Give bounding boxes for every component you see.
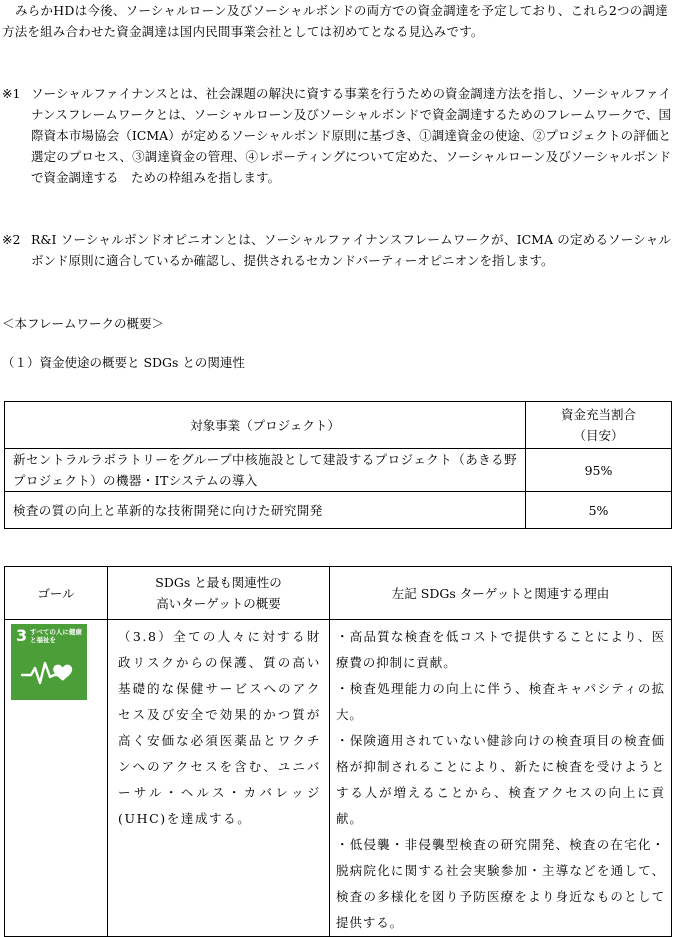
project-ratio: 95%	[526, 449, 672, 492]
list-item: ・高品質な検査を低コストで提供することにより、医療費の抑制に貢献。	[336, 629, 665, 670]
table-header-row	[5, 567, 672, 620]
header-target-line2: 高いターゲットの概要	[156, 596, 281, 611]
footnote-2-text: R&I ソーシャルボンドオピニオンとは、ソーシャルファイナンスフレームワークが、ICMA の定めるソーシャルボンド原則に適合しているか確認し、提供されるセカンドパーティーオピニオンを指します。	[31, 232, 671, 268]
reason-list	[330, 620, 672, 937]
header-ratio-line1: 資金充当割合	[560, 407, 636, 422]
table-header-row	[5, 402, 672, 449]
header-target-line1: SDGs と最も関連性の	[155, 575, 282, 590]
table-row	[5, 620, 672, 937]
project-ratio: 5%	[526, 492, 672, 529]
footnote-1-mark: ※1	[2, 86, 21, 101]
footnote-2-mark: ※2	[2, 232, 21, 247]
table-row	[5, 492, 672, 529]
sdg-goal-number: 3	[16, 626, 28, 645]
sdg-goal-label: すべての人に健康と福祉を	[30, 628, 82, 644]
list-item: ・検査処理能力の向上に伴う、検査キャパシティの拡大。	[336, 681, 665, 722]
list-item: ・低侵襲・非侵襲型検査の研究開発、検査の在宅化・脱病院化に関する社会実験参加・主導などを通して、検査の多様化を図り予防医療をより身近なものとして提供する。	[336, 837, 665, 930]
footnote-2	[2, 229, 671, 271]
table-row	[5, 449, 672, 492]
section-heading: ＜本フレームワークの概要＞	[2, 316, 165, 331]
footnote-1	[2, 83, 671, 188]
subsection-heading: （１）資金使途の概要と SDGs との関連性	[2, 355, 245, 370]
footnote-1-text: ソーシャルファイナンスとは、社会課題の解決に資する事業を行うための資金調達方法を指し、ソーシャルファイナンスフレームワークとは、ソーシャルローン及びソーシャルボンドで資金調達するためのフレームワークで、国際資本市場協会（ICMA）が定めるソーシャルボンド原則に基づき、①調達資金の使途、②プロジェクトの評価と選定のプロセス、③調達資金の管理、④レポーティングについて定めた、ソーシャルローン及びソーシャルボンドで資金調達する ための枠組みを指します。	[31, 86, 671, 185]
target-summary: （3.8）全ての人々に対する財政リスクからの保護、質の高い基礎的な保健サービスへのアクセス及び安全で効果的かつ質が高く安価な必須医薬品とワクチンへのアクセスを含む、ユニバーサル・ヘルス・カバレッジ(UHC)を達成する。	[108, 620, 330, 937]
header-goal: ゴール	[5, 567, 108, 620]
sdg-goal-3-logo	[11, 624, 87, 700]
project-name: 検査の質の向上と革新的な技術開発に向けた研究開発	[5, 492, 526, 529]
header-project: 対象事業（プロジェクト）	[5, 402, 526, 449]
header-ratio	[526, 402, 672, 449]
header-reason: 左記 SDGs ターゲットと関連する理由	[330, 567, 672, 620]
header-ratio-line2: （目安）	[573, 428, 624, 443]
project-name: 新セントラルラボラトリーをグループ中核施設として建設するプロジェクト（あきる野プロジェクト）の機器・ITシステムの導入	[5, 449, 526, 492]
intro-paragraph: みらかHDは今後、ソーシャルローン及びソーシャルボンドの両方での資金調達を予定しており、これら2つの調達方法を組み合わせた資金調達は国内民間事業会社としては初めてとなる見込みです。	[2, 3, 668, 39]
project-allocation-table	[4, 401, 672, 529]
list-item: ・保険適用されていない健診向けの検査項目の検査価格が抑制されることにより、新たに検査を受けようとする人が増えることから、検査アクセスの向上に貢献。	[336, 733, 665, 826]
sdgs-table	[4, 566, 672, 937]
heartbeat-icon	[21, 658, 77, 688]
header-target	[108, 567, 330, 620]
goal-cell	[5, 620, 108, 937]
